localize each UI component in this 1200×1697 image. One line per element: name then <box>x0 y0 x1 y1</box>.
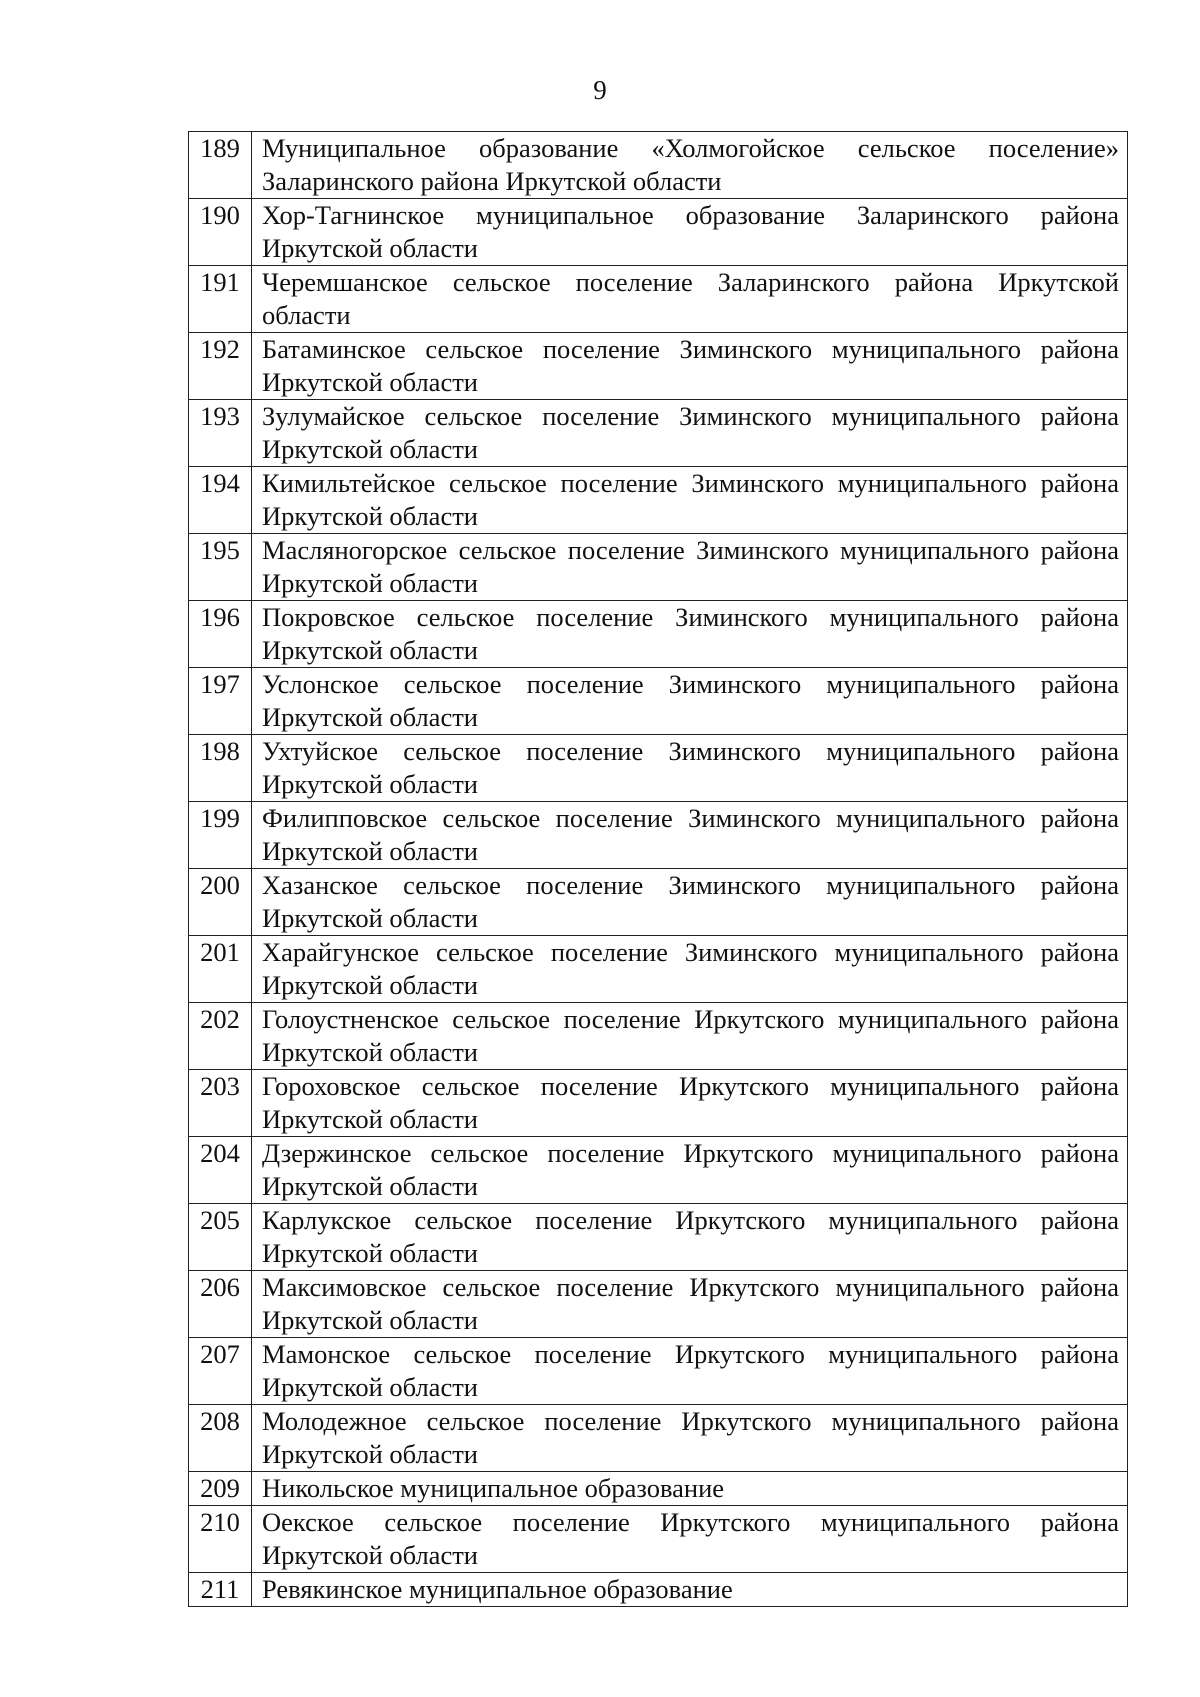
municipality-name: Хазанское сельское поселение Зиминского муниципального района Иркутской области <box>252 869 1128 936</box>
row-number: 202 <box>189 1003 252 1070</box>
table-row <box>189 1506 1128 1573</box>
table-row <box>189 400 1128 467</box>
table-row <box>189 333 1128 400</box>
row-number: 211 <box>189 1573 252 1607</box>
municipality-name: Услонское сельское поселение Зиминского муниципального района Иркутской области <box>252 668 1128 735</box>
municipality-name: Молодежное сельское поселение Иркутского муниципального района Иркутской области <box>252 1405 1128 1472</box>
table-row <box>189 1405 1128 1472</box>
row-number: 192 <box>189 333 252 400</box>
municipality-name: Черемшанское сельское поселение Заларинского района Иркутской области <box>252 266 1128 333</box>
page-number: 9 <box>593 75 607 105</box>
municipality-name: Ревякинское муниципальное образование <box>252 1573 1128 1607</box>
table-row <box>189 1137 1128 1204</box>
row-number: 206 <box>189 1271 252 1338</box>
municipality-name: Муниципальное образование «Холмогойское сельское поселение» Заларинского района Иркутской области <box>252 132 1128 199</box>
row-number: 195 <box>189 534 252 601</box>
row-number: 210 <box>189 1506 252 1573</box>
municipality-name: Масляногорское сельское поселение Зиминского муниципального района Иркутской области <box>252 534 1128 601</box>
row-number: 209 <box>189 1472 252 1506</box>
row-number: 198 <box>189 735 252 802</box>
row-number: 201 <box>189 936 252 1003</box>
municipality-name: Харайгунское сельское поселение Зиминского муниципального района Иркутской области <box>252 936 1128 1003</box>
municipality-name: Покровское сельское поселение Зиминского муниципального района Иркутской области <box>252 601 1128 668</box>
table-row <box>189 668 1128 735</box>
row-number: 190 <box>189 199 252 266</box>
row-number: 196 <box>189 601 252 668</box>
table-row <box>189 802 1128 869</box>
municipality-name: Ухтуйское сельское поселение Зиминского муниципального района Иркутской области <box>252 735 1128 802</box>
table-row <box>189 266 1128 333</box>
municipality-name: Хор-Тагнинское муниципальное образование Заларинского района Иркутской области <box>252 199 1128 266</box>
municipality-name: Гороховское сельское поселение Иркутского муниципального района Иркутской области <box>252 1070 1128 1137</box>
table-row <box>189 735 1128 802</box>
row-number: 189 <box>189 132 252 199</box>
row-number: 197 <box>189 668 252 735</box>
municipality-name: Максимовское сельское поселение Иркутского муниципального района Иркутской области <box>252 1271 1128 1338</box>
table-row <box>189 936 1128 1003</box>
table-row <box>189 1573 1128 1607</box>
row-number: 200 <box>189 869 252 936</box>
municipality-name: Кимильтейское сельское поселение Зиминского муниципального района Иркутской области <box>252 467 1128 534</box>
row-number: 199 <box>189 802 252 869</box>
row-number: 208 <box>189 1405 252 1472</box>
table-row <box>189 199 1128 266</box>
municipality-name: Дзержинское сельское поселение Иркутского муниципального района Иркутской области <box>252 1137 1128 1204</box>
row-number: 194 <box>189 467 252 534</box>
row-number: 205 <box>189 1204 252 1271</box>
municipality-name: Оекское сельское поселение Иркутского муниципального района Иркутской области <box>252 1506 1128 1573</box>
row-number: 203 <box>189 1070 252 1137</box>
table-row <box>189 869 1128 936</box>
table-row <box>189 1271 1128 1338</box>
table-row <box>189 1204 1128 1271</box>
table-row <box>189 1472 1128 1506</box>
municipality-table-body <box>189 132 1128 1607</box>
row-number: 207 <box>189 1338 252 1405</box>
row-number: 204 <box>189 1137 252 1204</box>
table-row <box>189 1070 1128 1137</box>
municipality-name: Карлукское сельское поселение Иркутского муниципального района Иркутской области <box>252 1204 1128 1271</box>
row-number: 193 <box>189 400 252 467</box>
municipality-table <box>188 131 1128 1607</box>
municipality-name: Голоустненское сельское поселение Иркутского муниципального района Иркутской области <box>252 1003 1128 1070</box>
municipality-name: Мамонское сельское поселение Иркутского муниципального района Иркутской области <box>252 1338 1128 1405</box>
table-row <box>189 1003 1128 1070</box>
municipality-name: Зулумайское сельское поселение Зиминского муниципального района Иркутской области <box>252 400 1128 467</box>
municipality-name: Батаминское сельское поселение Зиминского муниципального района Иркутской области <box>252 333 1128 400</box>
row-number: 191 <box>189 266 252 333</box>
table-row <box>189 132 1128 199</box>
table-row <box>189 1338 1128 1405</box>
municipality-name: Филипповское сельское поселение Зиминского муниципального района Иркутской области <box>252 802 1128 869</box>
table-row <box>189 534 1128 601</box>
table-row <box>189 467 1128 534</box>
municipality-name: Никольское муниципальное образование <box>252 1472 1128 1506</box>
table-row <box>189 601 1128 668</box>
